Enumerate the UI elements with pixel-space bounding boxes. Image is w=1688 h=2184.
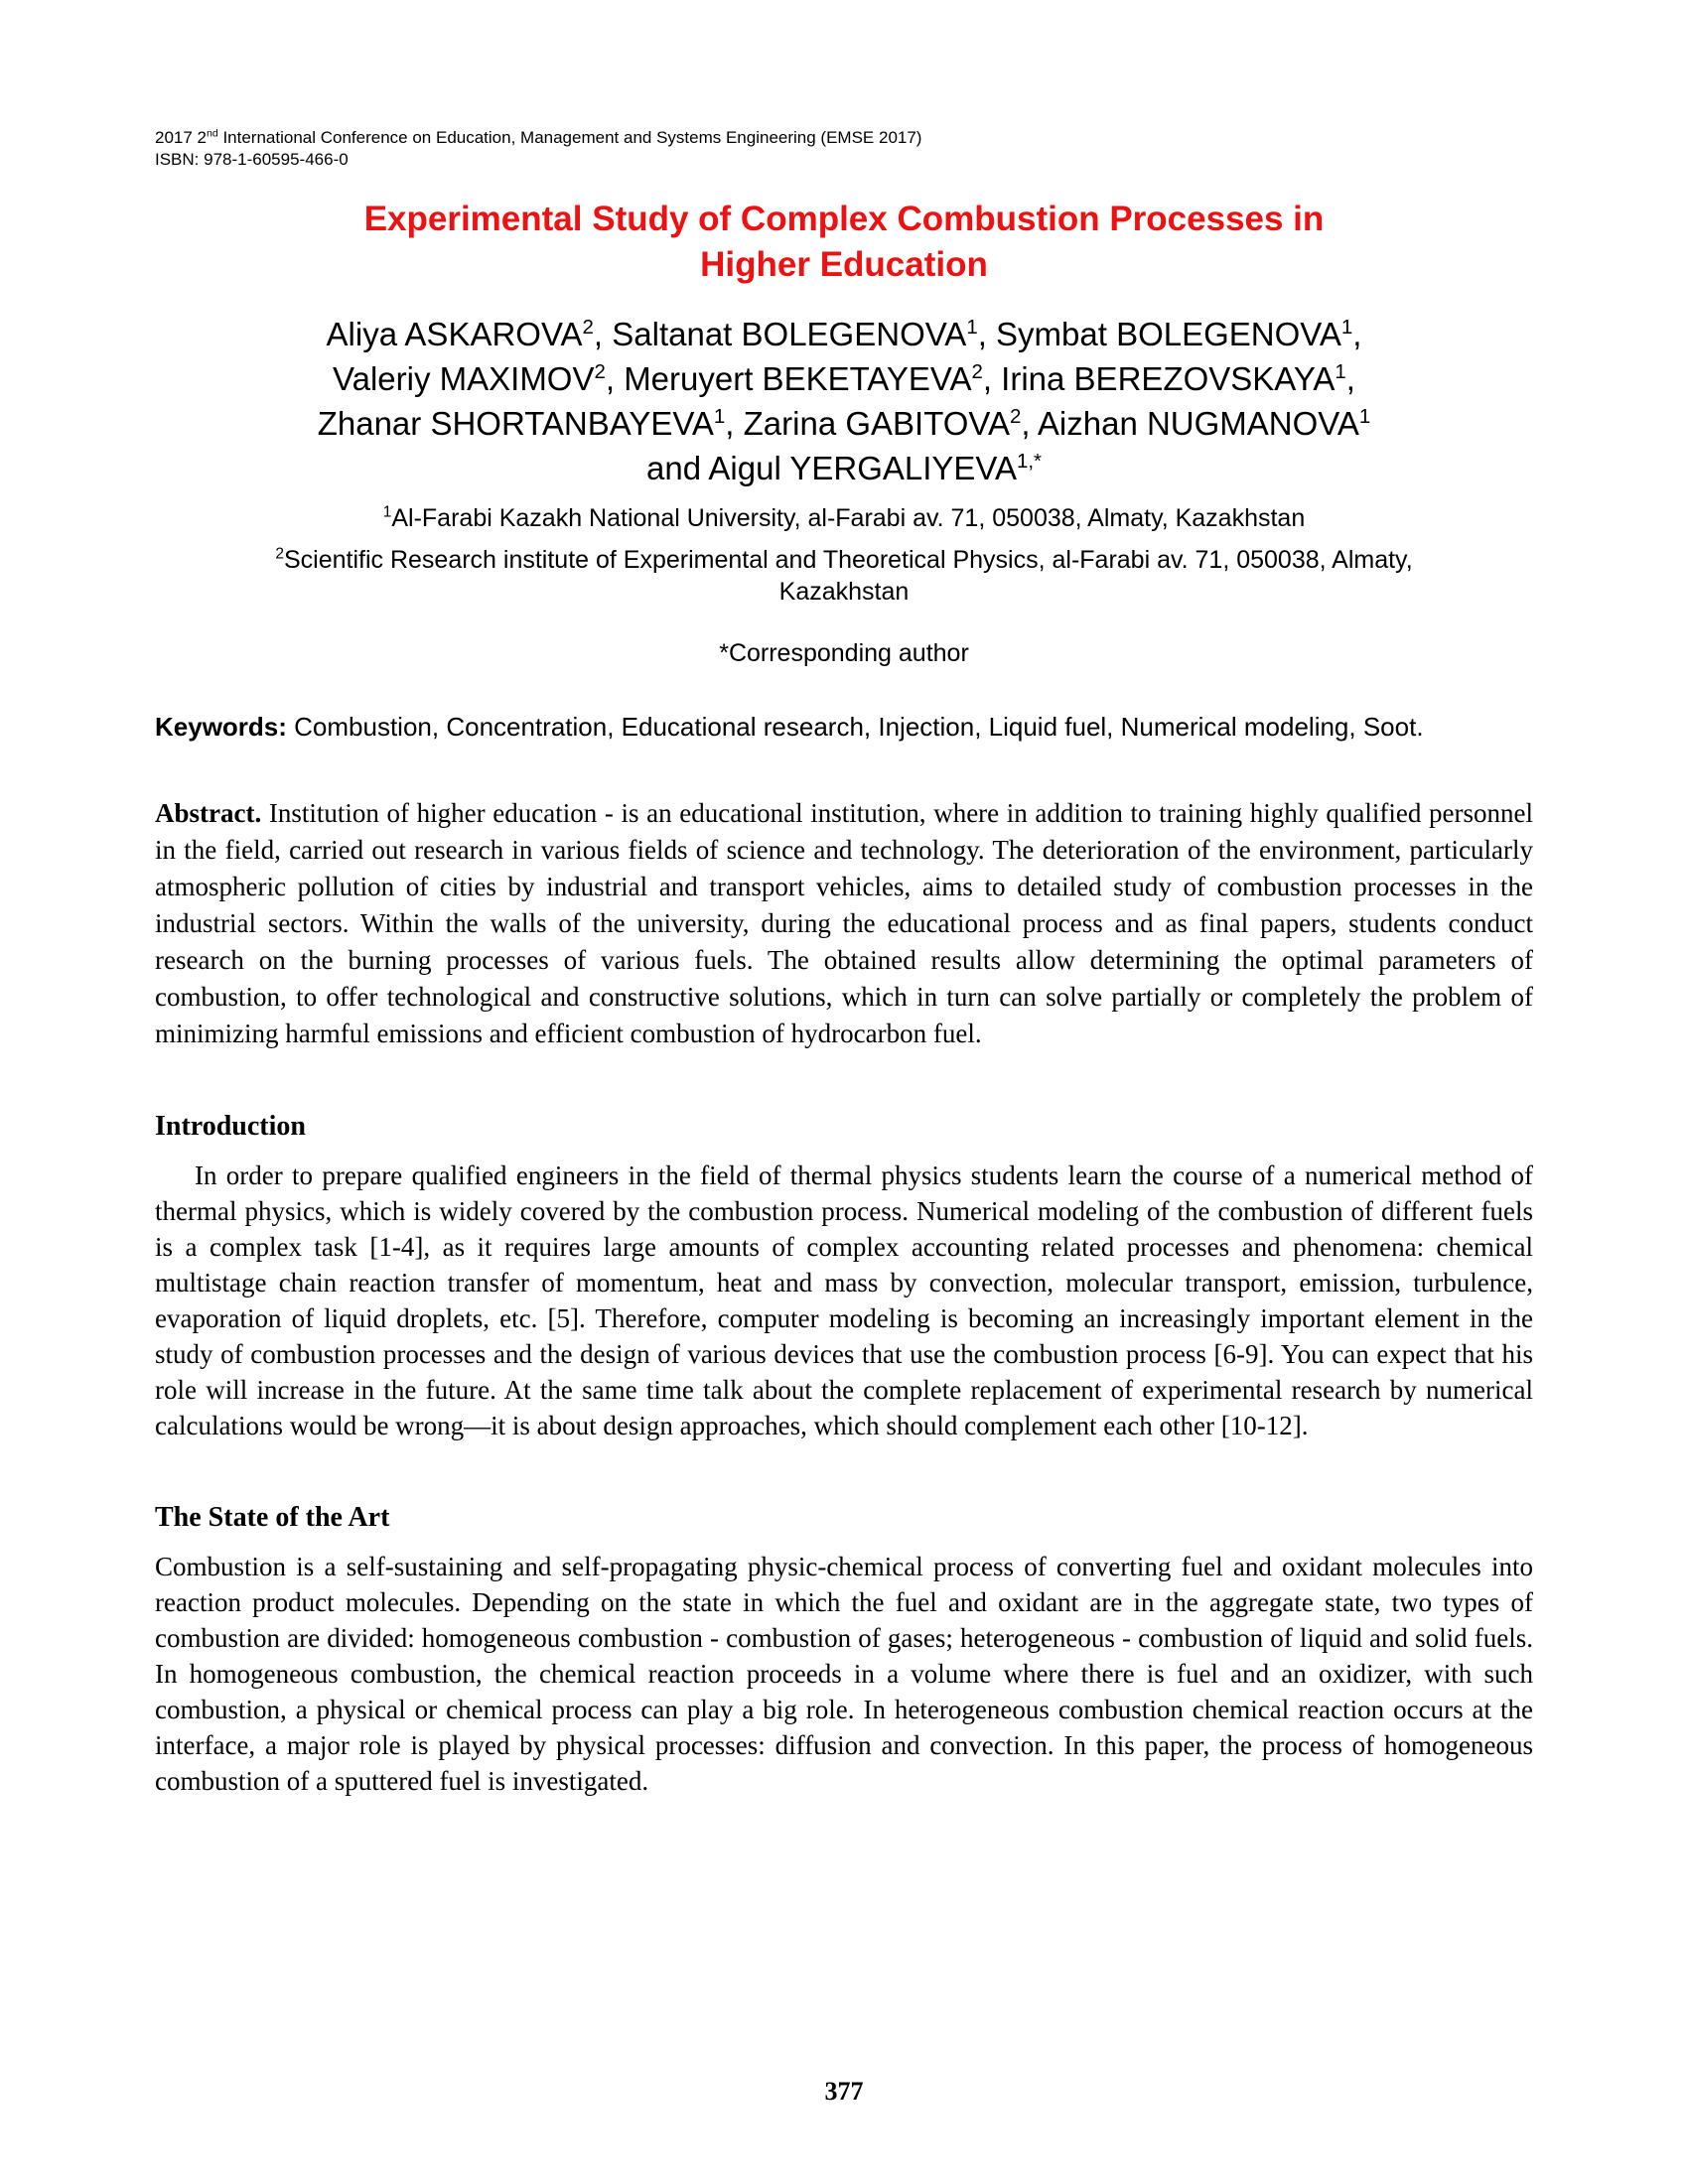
keywords-paragraph xyxy=(155,709,1533,746)
affiliation-1: $^1$Al-Farabi Kazakh National University, al-Farabi av. 71, 050038, Almaty, Kazakhstan xyxy=(382,503,1306,532)
ordinal-superscript: nd xyxy=(207,127,218,140)
keywords-text: Combustion, Concentration, Educational research, Injection, Liquid fuel, Numerical modeling, Soot. xyxy=(286,712,1424,742)
author-line: Valeriy MAXIMOV$^2$, Meruyert BEKETAYEVA$^2$, Irina BEREZOVSKAYA$^1$, xyxy=(333,360,1355,397)
affiliation-2-marker: 2 xyxy=(275,545,284,563)
author-line: and Aigul $YERGALIYEVA^{1,*}$ xyxy=(645,450,1042,486)
author-list xyxy=(155,312,1533,490)
affiliation-1-marker: 1 xyxy=(382,503,392,521)
paper-title xyxy=(155,197,1533,288)
corresponding-author-note: *Corresponding author xyxy=(719,639,969,667)
affiliation-2: $^2$Scientific Research institute of Experimental and Theoretical Physics, al-Farabi av. 71, 050038, Almaty, Kazakhstan xyxy=(275,545,1413,606)
paper-title-line1: Experimental Study of Complex Combustion Processes in xyxy=(363,200,1325,238)
state-of-the-art-paragraph: Combustion is a self-sustaining and self-propagating physic-chemical process of converting fuel and oxidant molecules into reaction product molecules. Depending on the state in which the fuel and oxidant are in the aggregate state, two types of combustion are divided: homogeneous combustion - combustion of gases; heterogeneous - combustion of liquid and solid fuels. In homogeneous combustion, the chemical reaction proceeds in a volume where there is fuel and an oxidizer, with such combustion, a physical or chemical process can play a big role. In heterogeneous combustion chemical reaction occurs at the interface, a major role is played by physical processes: diffusion and convection. In this paper, the process of homogeneous combustion of a sputtered fuel is investigated. xyxy=(155,1552,1533,1796)
section-heading-state-of-the-art: The State of the Art xyxy=(155,1502,390,1533)
isbn-line: ISBN: 978-1-60595-466-0 xyxy=(155,150,349,169)
abstract-paragraph xyxy=(155,795,1533,1052)
author-line: Aliya ASKAROVA$^2$, Saltanat BOLEGENOVA$^1$, Symbat BOLEGENOVA$^1$, xyxy=(326,316,1362,352)
page-number: 377 xyxy=(824,2077,864,2106)
section-heading-introduction: Introduction xyxy=(155,1111,306,1142)
introduction-paragraph: In order to prepare qualified engineers in the field of thermal physics students learn the course of a numerical method of thermal physics, which is widely covered by the combustion process. Numerical modeling of the combustion of different fuels is a complex task [1-4], as it requires large amounts of complex accounting related processes and phenomena: chemical multistage chain reaction transfer of momentum, heat and mass by convection, molecular transport, emission, turbulence, evaporation of liquid droplets, etc. [5]. Therefore, computer modeling is becoming an increasingly important element in the study of combustion processes and the design of various devices that use the combustion process [6-9]. You can expect that his role will increase in the future. At the same time talk about the complete replacement of experimental research by numerical calculations would be wrong—it is about design approaches, which should complement each other [10-12]. xyxy=(155,1160,1533,1440)
conference-header xyxy=(155,127,1533,171)
paper-title-line2: Higher Education xyxy=(700,245,988,284)
abstract-label: Abstract. xyxy=(155,798,262,828)
conference-title-line: 2017 2nd International Conference on Education, Management and Systems Engineering (EMSE 2017) xyxy=(155,127,922,147)
keywords-label: Keywords: xyxy=(155,712,287,742)
abstract-text: Institution of higher education - is an educational institution, where in addition to training highly qualified personnel in the field, carried out research in various fields of science and technology. The deterioration of the environment, particularly atmospheric pollution of cities by industrial and transport vehicles, aims to detailed study of combustion processes in the industrial sectors. Within the walls of the university, during the educational process and as final papers, students conduct research on the burning processes of various fuels. The obtained results allow determining the optimal parameters of combustion, to offer technological and constructive solutions, which in turn can solve partially or completely the problem of minimizing harmful emissions and efficient combustion of hydrocarbon fuel. xyxy=(155,798,1533,1048)
author-line: Zhanar SHORTANBAYEVA$^1$, Zarina GABITOVA$^2$, Aizhan NUGMANOVA$^1$ xyxy=(317,405,1371,442)
